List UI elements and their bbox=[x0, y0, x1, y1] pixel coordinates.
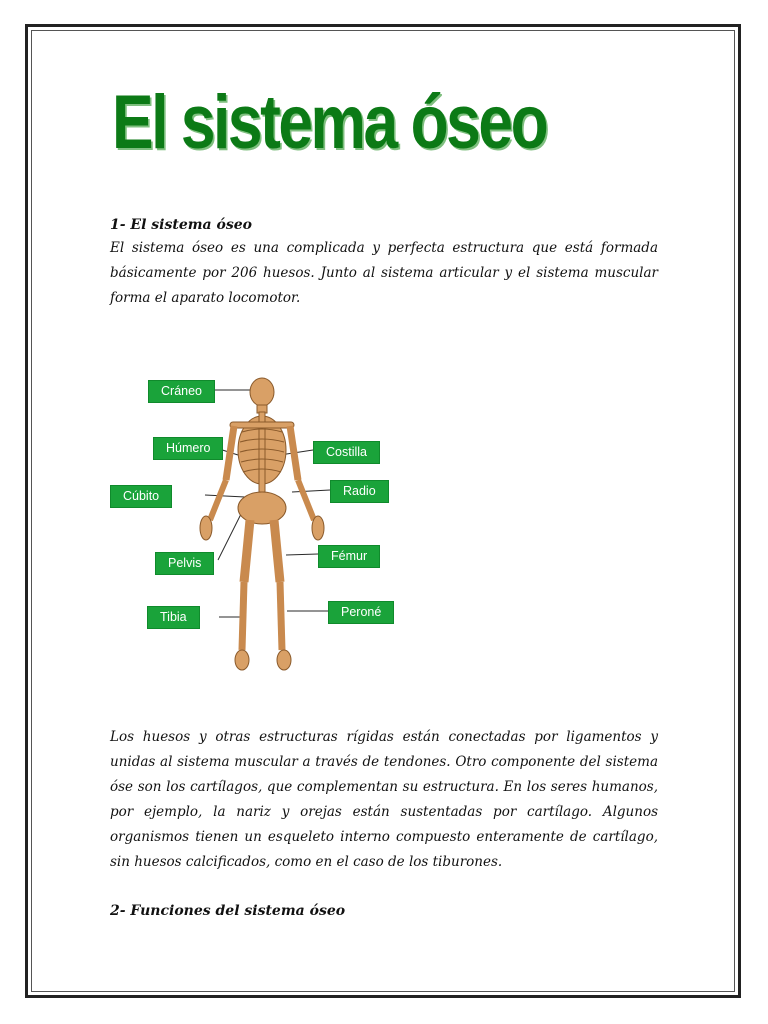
label-tibia: Tibia bbox=[147, 606, 200, 629]
page-title: El sistema óseo bbox=[112, 80, 547, 165]
label-craneo: Cráneo bbox=[148, 380, 215, 403]
skeleton-figure bbox=[110, 370, 400, 680]
label-humero: Húmero bbox=[153, 437, 223, 460]
label-cubito: Cúbito bbox=[110, 485, 172, 508]
body-paragraph: Los huesos y otras estructuras rígidas están conectadas por ligamentos y unidas al sistema muscular a través de tendones. Otro componente del sistema óse son los cartílagos, que complementan su estructura. En los seres humanos, por ejemplo, la nariz y orejas están sustentadas por cartílago. Algunos organismos tienen un esqueleto interno compuesto enteramente de cartílago, sin huesos calcificados, como en el caso de los tiburones. bbox=[110, 729, 658, 870]
skeleton-illustration bbox=[110, 370, 400, 680]
label-costilla: Costilla bbox=[313, 441, 380, 464]
label-perone: Peroné bbox=[328, 601, 394, 624]
section-heading-1: 1- El sistema óseo bbox=[110, 217, 252, 233]
label-radio: Radio bbox=[330, 480, 389, 503]
section-heading-2: 2- Funciones del sistema óseo bbox=[110, 903, 346, 919]
label-pelvis: Pelvis bbox=[155, 552, 214, 575]
intro-paragraph: El sistema óseo es una complicada y perfecta estructura que está formada básicamente por 206 huesos. Junto al sistema articular y el sistema muscular forma el aparato locomotor. bbox=[110, 240, 658, 306]
label-femur: Fémur bbox=[318, 545, 380, 568]
